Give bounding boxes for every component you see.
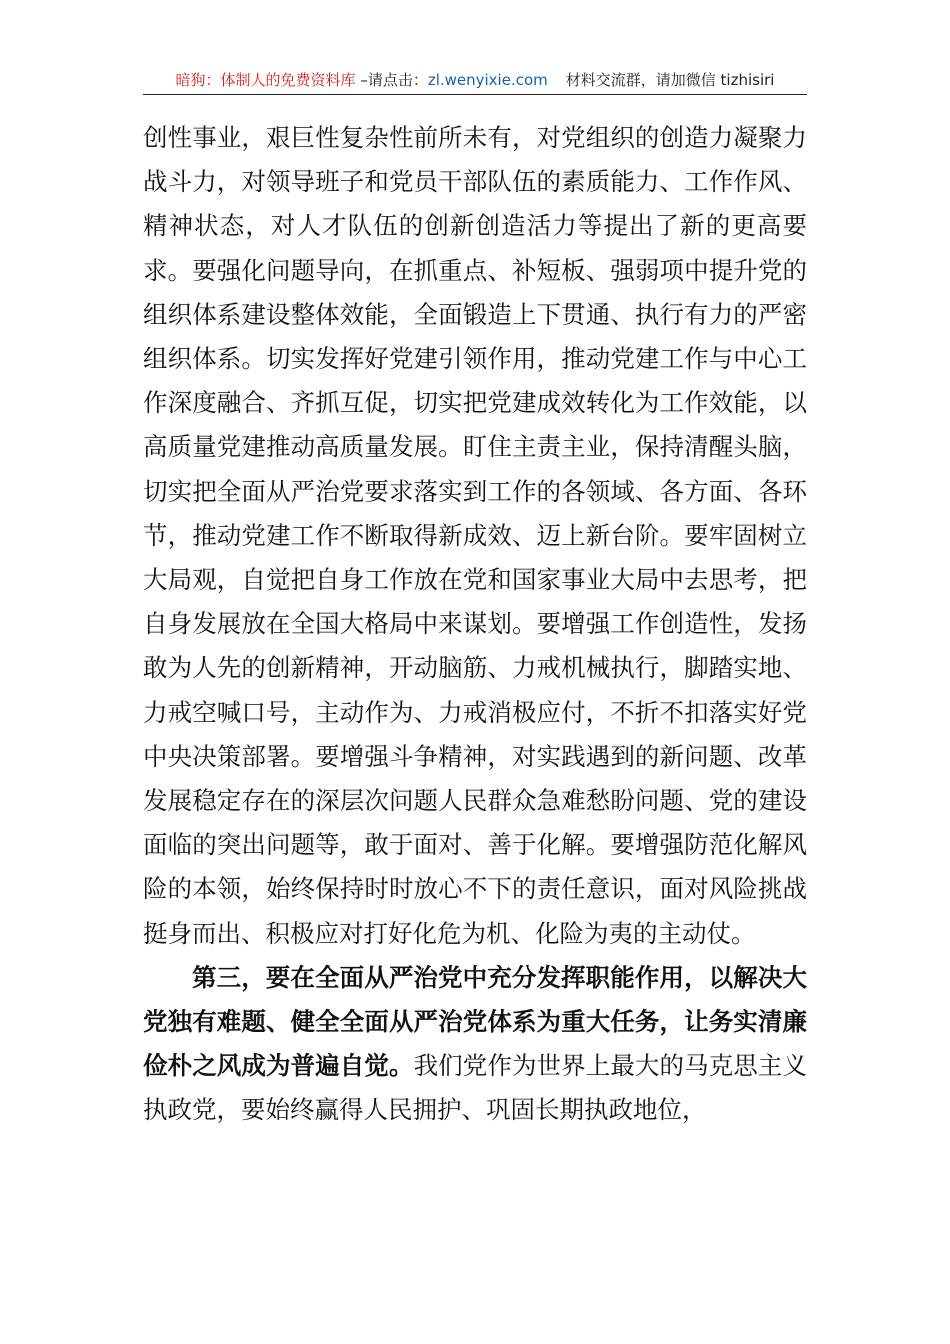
- paragraph-continued: 创性事业，艰巨性复杂性前所未有，对党组织的创造力凝聚力战斗力，对领导班子和党员干部队伍的素质能力、工作作风、精神状态，对人才队伍的创新创造活力等提出了新的更高要求。要强化问题导向，在抓重点、补短板、强弱项中提升党的组织体系建设整体效能，全面锻造上下贯通、执行有力的严密组织体系。切实发挥好党建引领作用，推动党建工作与中心工作深度融合、齐抓互促，切实把党建成效转化为工作效能，以高质量党建推动高质量发展。盯住主责主业，保持清醒头脑，切实把全面从严治党要求落实到工作的各领域、各方面、各环节，推动党建工作不断取得新成效、迈上新台阶。要牢固树立大局观，自觉把自身工作放在党和国家事业大局中去思考，把自身发展放在全国大格局中来谋划。要增强工作创造性，发扬敢为人先的创新精神，开动脑筋、力戒机械执行，脚踏实地、力戒空喊口号，主动作为、力戒消极应付，不折不扣落实好党中央决策部署。要增强斗争精神，对实践遇到的新问题、改革发展稳定存在的深层次问题人民群众急难愁盼问题、党的建设面临的突出问题等，敢于面对、善于化解。要增强防范化解风险的本领，始终保持时时放心不下的责任意识，面对风险挑战挺身而出、积极应对打好化危为机、化险为夷的主动仗。: [143, 123, 807, 948]
- page-header: [143, 66, 807, 95]
- paragraph-bold-heading: 第三，要在全面从严治党中充分发挥职能作用，以解决大党独有难题、健全全面从严治党体系为重大任务，让务实清廉俭朴之风成为普遍自觉。: [143, 962, 807, 1081]
- document-body: [143, 116, 807, 1133]
- header-brand: 暗狗：体制人的免费资料库: [175, 71, 356, 89]
- header-wechat-note: 材料交流群，请加微信 tizhisiri: [565, 71, 775, 89]
- paragraph-body-text: 我们党作为世界上最大的马克思主义执政党，要始终赢得人民拥护、巩固长期执政地位，: [143, 1051, 808, 1125]
- header-prompt: –请点击：: [355, 71, 428, 89]
- paragraph-point-three: [143, 956, 807, 1133]
- header-url-link[interactable]: zl.wenyixie.com: [427, 71, 548, 89]
